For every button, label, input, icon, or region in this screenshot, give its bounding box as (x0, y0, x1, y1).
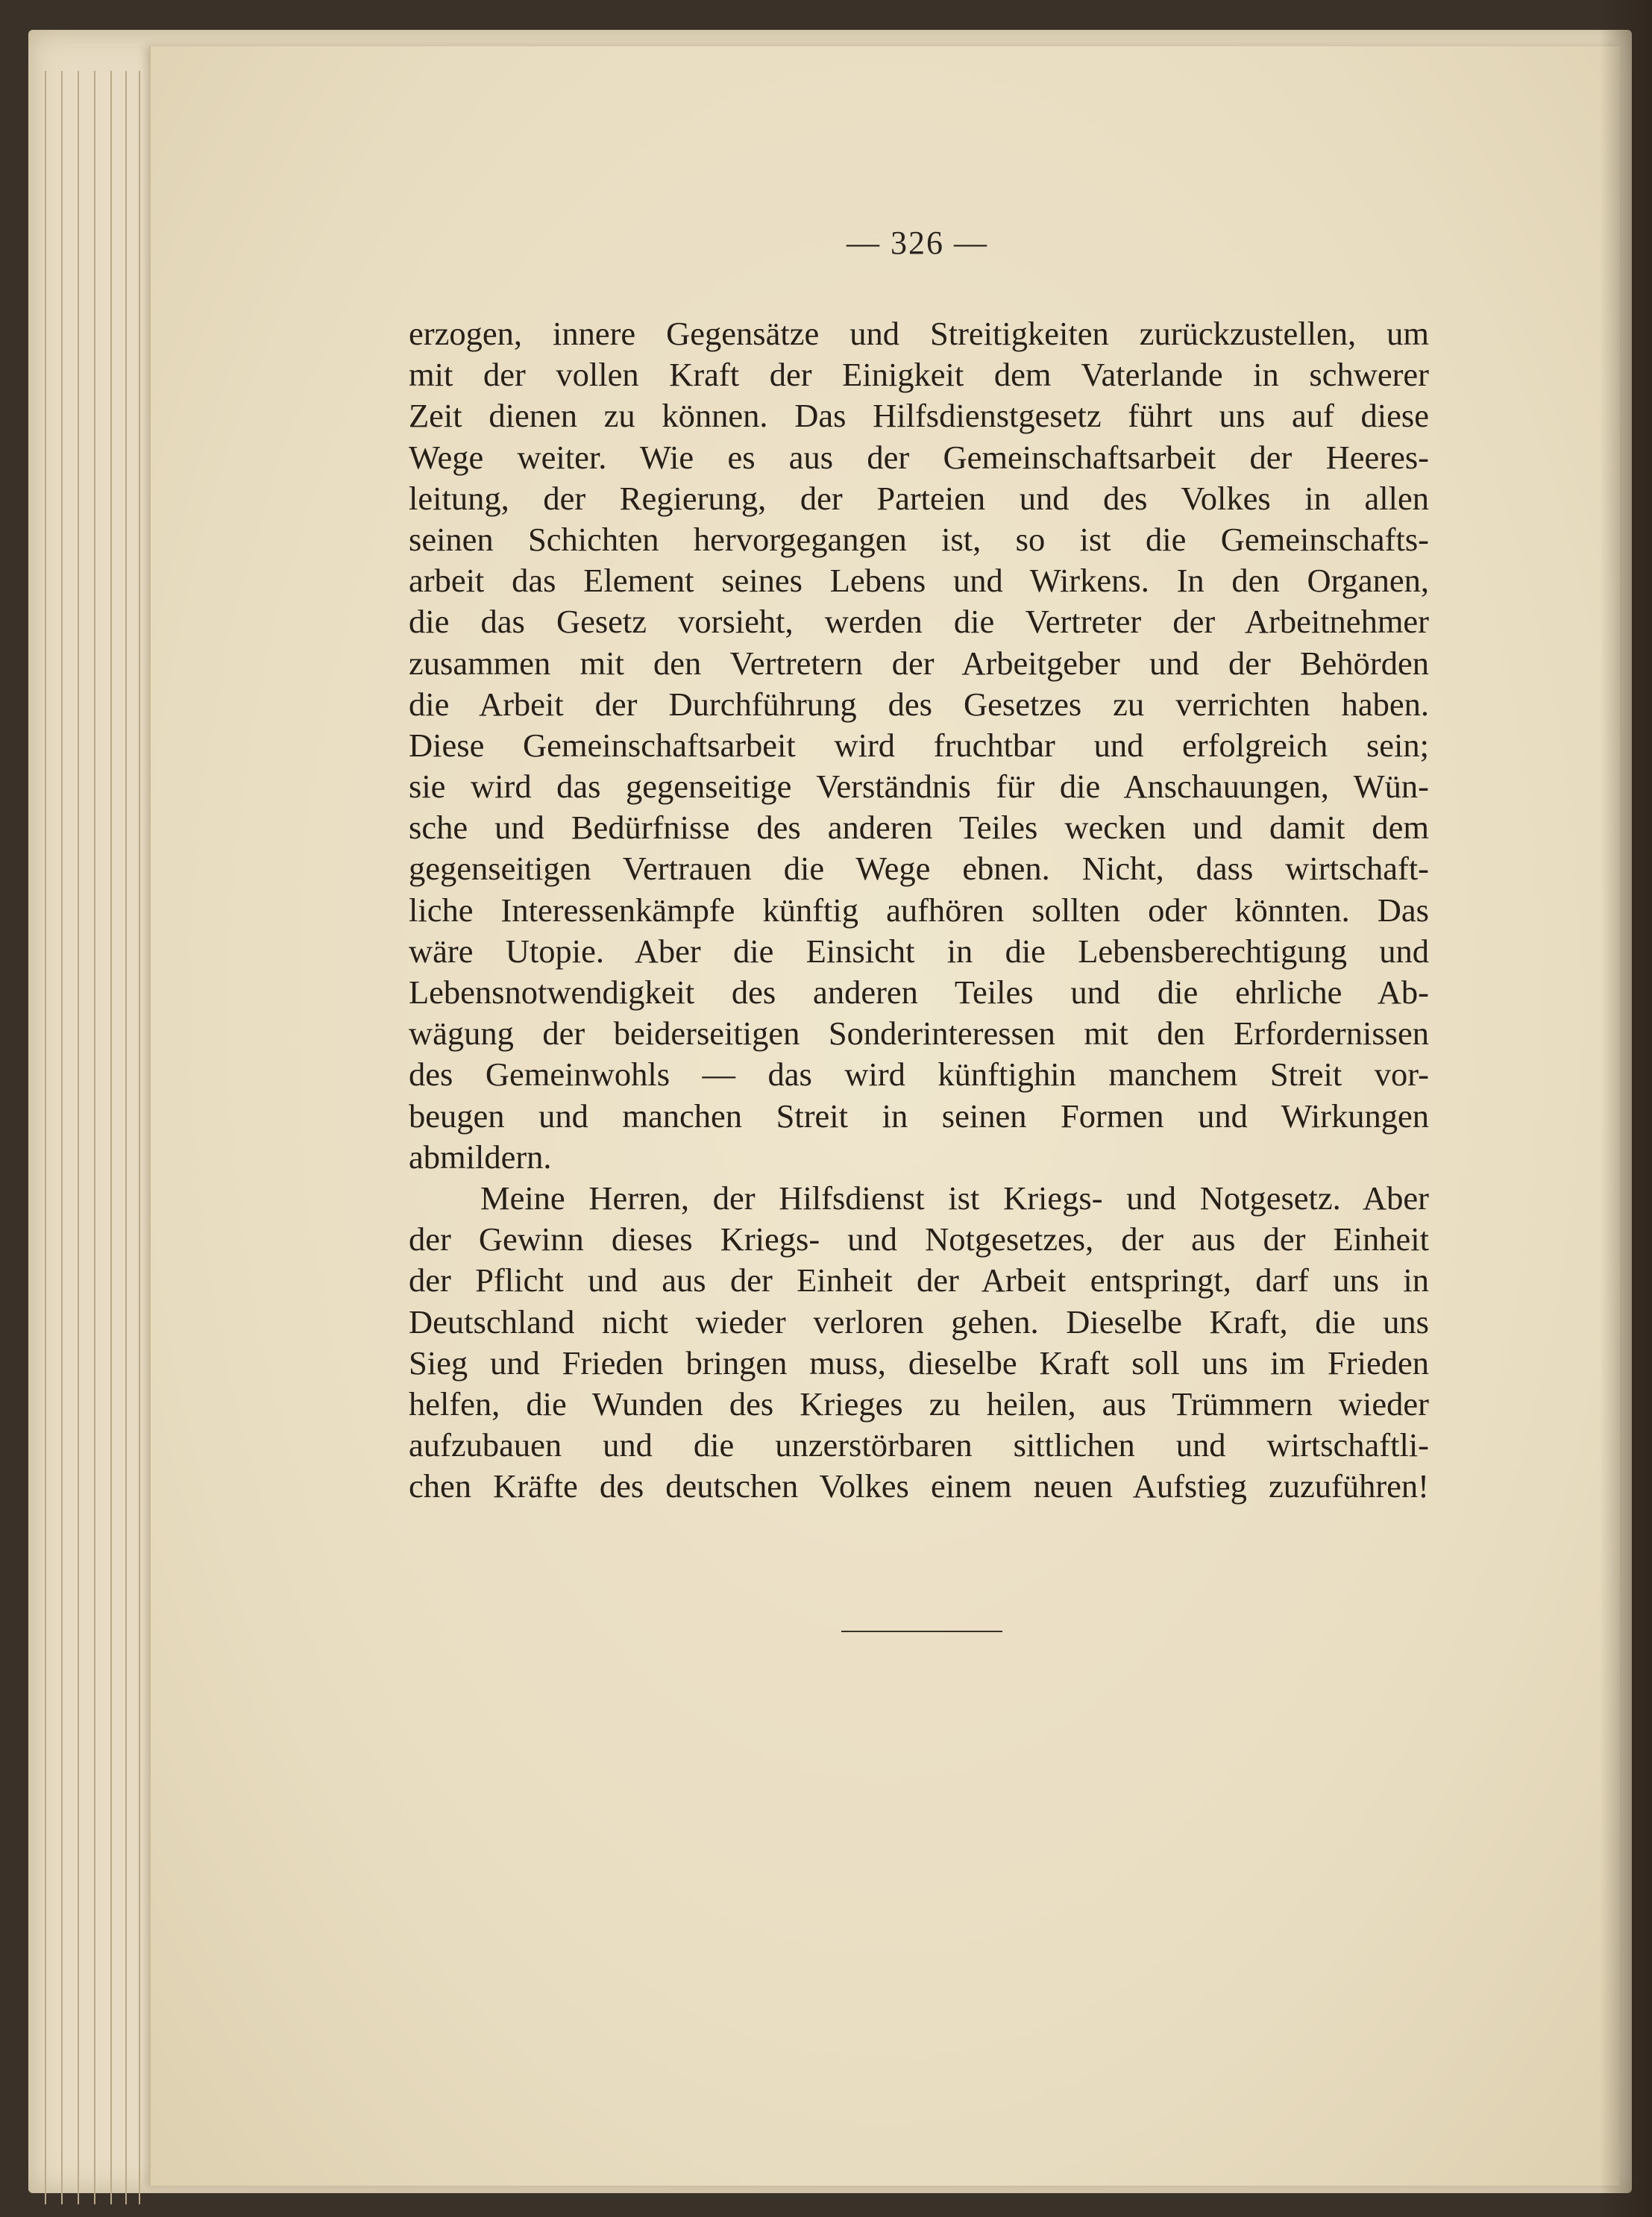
text-line: der Gewinn dieses Kriegs- und Notgesetzes, der aus der Einheit (409, 1220, 1429, 1258)
text-line: wägung der beiderseitigen Sonderinteressen mit den Erfordernissen (409, 1015, 1429, 1053)
text-line: arbeit das Element seines Lebens und Wirkens. In den Organen, (409, 562, 1429, 600)
text-line: der Pflicht und aus der Einheit der Arbeit entspringt, darf uns in (409, 1261, 1429, 1299)
section-end-rule (841, 1631, 1002, 1632)
text-line: Sieg und Frieden bringen muss, dieselbe Kraft soll uns im Frieden (409, 1343, 1429, 1382)
page-edge-line (94, 71, 95, 2204)
text-line: die Arbeit der Durchführung des Gesetzes zu verrichten haben. (409, 685, 1429, 723)
text-line: liche Interessenkämpfe künftig aufhören sollten oder könnten. Das (409, 891, 1429, 929)
text-line: wäre Utopie. Aber die Einsicht in die Lebensberechtigung und (409, 932, 1429, 970)
text-line: sche und Bedürfnisse des anderen Teiles wecken und damit dem (409, 809, 1429, 847)
text-line: mit der vollen Kraft der Einigkeit dem Vaterlande in schwerer (409, 356, 1429, 394)
text-line: seinen Schichten hervorgegangen ist, so ist die Gemeinschafts- (409, 520, 1429, 558)
page-edge-line (78, 71, 79, 2204)
text-line: Zeit dienen zu können. Das Hilfsdienstgesetz führt uns auf diese (409, 397, 1429, 435)
page-number: — 326 — (847, 225, 988, 261)
page-edge-line (139, 71, 140, 2204)
page-edge-line (45, 71, 46, 2204)
text-line: Lebensnotwendigkeit des anderen Teiles und die ehrliche Ab- (409, 973, 1429, 1011)
text-line: des Gemeinwohls — das wird künftighin manchem Streit vor- (409, 1056, 1429, 1094)
page-edge-line (110, 71, 112, 2204)
page-edge-line (125, 71, 127, 2204)
text-line: Meine Herren, der Hilfsdienst ist Kriegs- und Notgesetz. Aber (480, 1179, 1429, 1217)
text-line: leitung, der Regierung, der Parteien und des Volkes in allen (409, 479, 1429, 517)
gutter-shadow (1600, 0, 1652, 2217)
text-line: zusammen mit den Vertretern der Arbeitgeber und der Behörden (409, 644, 1429, 682)
text-line: aufzubauen und die unzerstörbaren sittlichen und wirtschaftli- (409, 1426, 1429, 1464)
text-line: erzogen, innere Gegensätze und Streitigkeiten zurückzustellen, um (409, 315, 1429, 352)
page-edge-line (61, 71, 63, 2204)
text-line: helfen, die Wunden des Krieges zu heilen, aus Trümmern wieder (409, 1385, 1429, 1423)
body-text (409, 313, 1429, 1507)
text-line: gegenseitigen Vertrauen die Wege ebnen. Nicht, dass wirtschaft- (409, 850, 1429, 888)
text-line: Diese Gemeinschaftsarbeit wird fruchtbar und erfolgreich sein; (409, 726, 1429, 764)
text-line: chen Kräfte des deutschen Volkes einem neuen Aufstieg zuzuführen! (409, 1467, 1429, 1505)
text-line: Wege weiter. Wie es aus der Gemeinschaftsarbeit der Heeres- (409, 438, 1429, 476)
text-line: beugen und manchen Streit in seinen Formen und Wirkungen (409, 1097, 1429, 1135)
text-line: abmildern. (409, 1138, 552, 1176)
text-line: die das Gesetz vorsieht, werden die Vertreter der Arbeitnehmer (409, 603, 1429, 641)
text-line: sie wird das gegenseitige Verständnis für die Anschauungen, Wün- (409, 768, 1429, 806)
text-line: Deutschland nicht wieder verloren gehen. Dieselbe Kraft, die uns (409, 1302, 1429, 1340)
